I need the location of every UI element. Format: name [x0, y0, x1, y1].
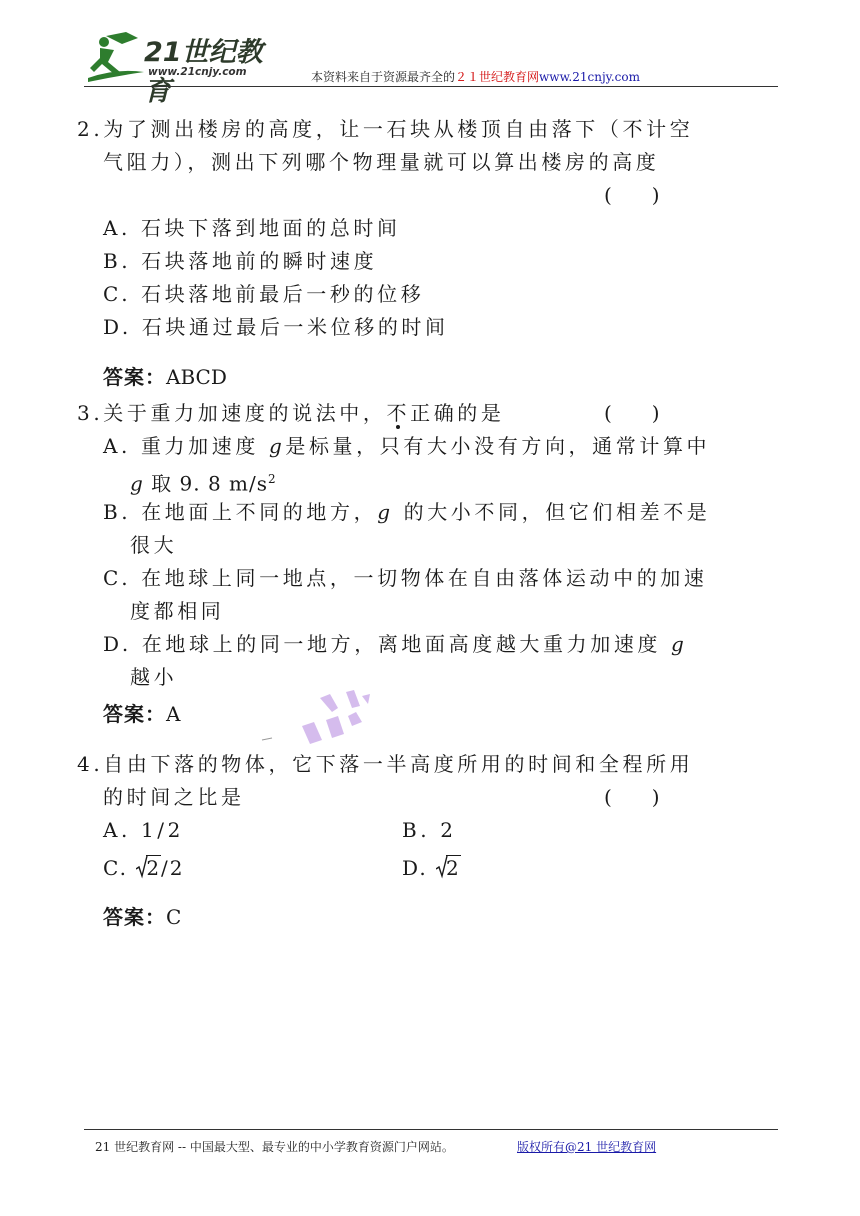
q3-answer-label: 答案：	[103, 702, 166, 726]
q4-option-c-radicand: 2	[146, 856, 162, 880]
q4-option-c-prefix: C.	[103, 856, 128, 880]
q3-option-a-g: g	[268, 434, 286, 458]
q3-option-a-line2	[130, 467, 277, 496]
q2-answer-label: 答案：	[103, 365, 166, 389]
q3-option-c-line2: 度都相同	[130, 599, 225, 623]
q4-option-d-prefix: D.	[402, 856, 428, 880]
q4-stem-line1	[77, 752, 693, 776]
q4-answer-blank: ( )	[604, 785, 660, 809]
q2-answer	[103, 365, 227, 389]
q2-answer-value: ABCD	[166, 365, 227, 389]
q4-stem-line2: 的时间之比是	[103, 785, 245, 809]
q4-option-a: A. 1/2	[103, 818, 184, 842]
q3-option-b-text-a: B. 在地面上不同的地方，	[103, 500, 378, 524]
q3-option-b-line1	[103, 500, 710, 524]
running-man-logo-icon	[86, 28, 146, 84]
site-logo[interactable]	[86, 28, 286, 107]
q4-option-c	[103, 856, 185, 880]
header-note	[311, 68, 640, 85]
q3-stem-after: 正确的是	[410, 401, 505, 425]
q4-option-c-radical	[136, 856, 161, 880]
q4-option-d-radical	[436, 856, 461, 880]
header-note-url-link[interactable]: www.21cnjy.com	[539, 70, 640, 84]
q2-option-c: C. 石块落地前最后一秒的位移	[103, 282, 425, 306]
logo-url: www.21cnjy.com	[148, 66, 247, 78]
q4-answer-value: C	[166, 905, 182, 929]
q3-answer-blank: ( )	[604, 401, 660, 425]
header-divider	[84, 86, 778, 87]
q3-answer-value: A	[166, 702, 181, 726]
q3-option-b-line2: 很大	[130, 533, 178, 557]
q3-option-b-text-b: 的大小不同，但它们相差不是	[403, 500, 711, 524]
q4-stem-text-1: 自由下落的物体，它下落一半高度所用的时间和全程所用	[103, 752, 694, 776]
q2-stem-text-1: 为了测出楼房的高度，让一石块从楼顶自由落下（不计空	[103, 117, 694, 141]
q3-stem-emphasis: 不	[386, 401, 411, 425]
q3-option-a-text: A. 重力加速度	[103, 434, 259, 458]
q4-option-d	[402, 856, 461, 880]
q3-option-d-g: g	[671, 632, 688, 656]
q3-option-a-line2-text: 取 9. 8 m/s	[151, 471, 269, 496]
q4-option-c-suffix: /2	[161, 856, 185, 880]
q2-stem-line2: 气阻力），测出下列哪个物理量就可以算出楼房的高度	[103, 150, 660, 174]
q3-option-a-superscript: 2	[268, 472, 277, 486]
q3-stem	[77, 401, 505, 425]
watermark-logo-icon	[258, 688, 388, 748]
q4-answer	[103, 905, 181, 929]
q4-option-d-radicand: 2	[446, 856, 461, 880]
logo-text: 21世纪教育	[144, 37, 263, 107]
footer-copyright-link[interactable]: 版权所有@21 世纪教育网	[517, 1140, 657, 1154]
q2-option-a: A. 石块下落到地面的总时间	[103, 216, 401, 240]
q2-answer-blank: ( )	[604, 183, 660, 207]
q3-number: 3.	[77, 401, 104, 425]
header-note-prefix: 本资料来自于资源最齐全的	[311, 70, 456, 84]
footer-divider	[84, 1129, 778, 1130]
footer-text: 21 世纪教育网 -- 中国最大型、最专业的中小学教育资源门户网站。	[95, 1140, 454, 1154]
q2-option-b: B. 石块落地前的瞬时速度	[103, 249, 378, 273]
sqrt-icon	[136, 855, 148, 879]
q3-option-b-g: g	[377, 500, 394, 524]
q3-option-d-line2: 越小	[130, 665, 178, 689]
q3-option-a-line1	[103, 434, 710, 458]
q3-option-a-rest: 是标量，只有大小没有方向，通常计算中	[285, 434, 711, 458]
q4-number: 4.	[77, 752, 104, 776]
q3-stem-before: 关于重力加速度的说法中，	[103, 401, 387, 425]
q3-option-a-line2-g: g	[130, 471, 144, 496]
q2-number: 2.	[77, 117, 104, 141]
q3-answer	[103, 702, 180, 726]
q2-option-d: D. 石块通过最后一米位移的时间	[103, 315, 449, 339]
q4-answer-label: 答案：	[103, 905, 166, 929]
q3-option-c-line1: C. 在地球上同一地点，一切物体在自由落体运动中的加速	[103, 566, 708, 590]
q3-option-d-line1	[103, 632, 687, 656]
sqrt-icon	[436, 855, 448, 879]
q4-option-b: B. 2	[402, 818, 457, 842]
header-note-site-link[interactable]: ２１世纪教育网	[455, 70, 540, 84]
q2-stem-line1	[77, 117, 693, 141]
q3-option-d-text: D. 在地球上的同一地方，离地面高度越大重力加速度	[103, 632, 662, 656]
